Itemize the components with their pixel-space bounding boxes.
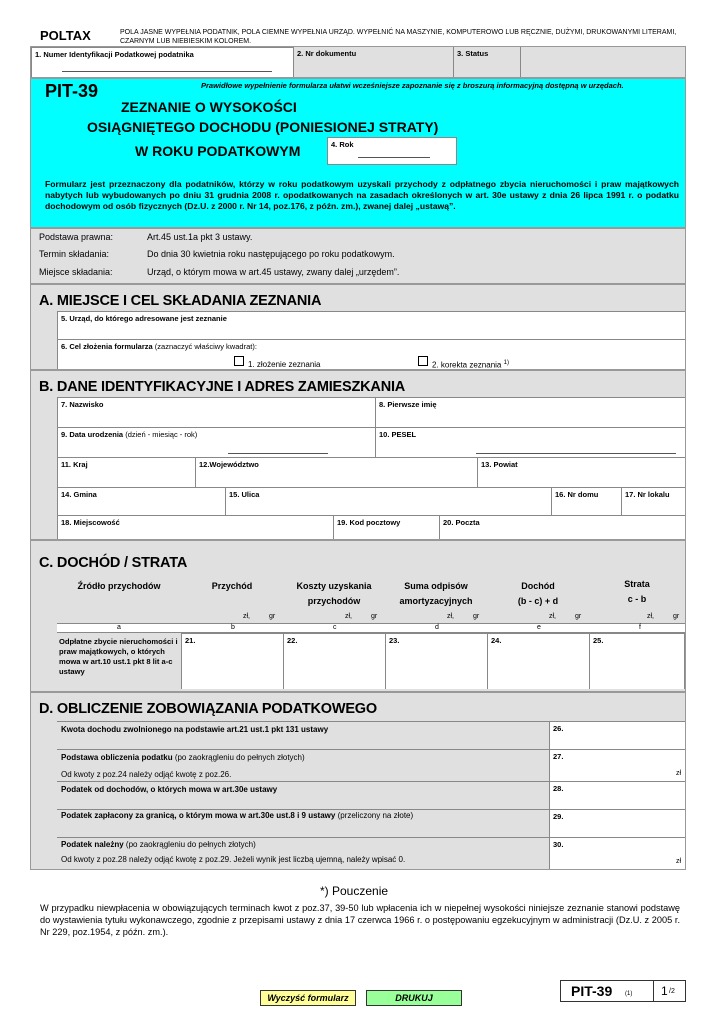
field-27[interactable]: 27. zł <box>549 749 685 781</box>
field-24[interactable]: 24. <box>487 633 589 689</box>
row-30-subtext: Od kwoty z poz.28 należy odjąć kwotę z poz.29. Jeżeli wynik jest liczbą ujemną, należy wpisać 0. <box>61 855 406 864</box>
surname-field[interactable]: 7. Nazwisko <box>57 397 375 427</box>
house-number-field[interactable]: 16. Nr domu <box>551 487 621 515</box>
clear-form-button[interactable]: Wyczyść formularz <box>260 990 356 1006</box>
title-line-2: OSIĄGNIĘTEGO DOCHODU (PONIESIONEJ STRATY) <box>87 119 439 135</box>
place-label: Miejsce składania: <box>39 267 113 277</box>
field-26[interactable]: 26. <box>549 721 685 749</box>
correction-checkbox[interactable] <box>418 356 428 366</box>
status-field: 3. Status <box>453 47 521 77</box>
revenue-zl: zł, <box>243 613 250 620</box>
costs-gr: gr <box>371 613 378 620</box>
year-dashes <box>358 154 430 158</box>
title-panel <box>30 78 686 228</box>
section-a <box>30 284 686 370</box>
loss-gr: gr <box>673 613 680 620</box>
nip-dashes <box>62 68 272 72</box>
field-30[interactable]: 30. zł <box>549 837 685 869</box>
loss-zl: zł, <box>647 613 654 620</box>
row-27-subtext: Od kwoty z poz.24 należy odjąć kwotę z poz.26. <box>61 770 232 779</box>
submission-option-label: 1. złożenie zeznania <box>248 360 321 369</box>
col-depreciation-header-1: Suma odpisów <box>404 581 468 591</box>
depreciation-gr: gr <box>473 613 480 620</box>
doc-number-field: 2. Nr dokumentu <box>293 47 453 77</box>
purpose-field: 6. Cel złożenia formularza (zaznaczyć właściwy kwadrat): 1. złożenie zeznania 2. korekta zeznania $^{1)}$ <box>57 339 685 369</box>
footer-form-code: PIT-39 <box>571 983 613 999</box>
costs-zl: zł, <box>345 613 352 620</box>
county-field[interactable]: 13. Powiat <box>477 457 685 487</box>
income-gr: gr <box>575 613 582 620</box>
footer-page: 1 <box>661 984 668 998</box>
col-loss-header-1: Strata <box>624 579 650 589</box>
title-line-3: W ROKU PODATKOWYM <box>135 143 301 159</box>
post-office-field[interactable]: 20. Poczta <box>439 515 685 539</box>
field-28[interactable]: 28. <box>549 781 685 809</box>
depreciation-zl: zł, <box>447 613 454 620</box>
header-instructions: POLA JASNE WYPEŁNIA PODATNIK, POLA CIEMNE WYPEŁNIA URZĄD. WYPEŁNIĆ NA MASZYNIE, KOMPUTEROWO LUB RĘCZNIE, DUŻYMI, DRUKOWANYMI LITERAMI, CZARNYM LUB NIEBIESKIM KOLOREM. <box>120 29 677 45</box>
income-zl: zł, <box>549 613 556 620</box>
revenue-gr: gr <box>269 613 276 620</box>
section-c <box>30 540 686 692</box>
column-letters-row: a b c d e f <box>57 623 685 633</box>
submission-checkbox[interactable] <box>234 356 244 366</box>
nip-field[interactable]: 1. Numer Identyfikacji Podatkowej podatnika <box>31 47 293 77</box>
pesel-field[interactable]: 10. PESEL <box>375 427 685 457</box>
deadline-value: Do dnia 30 kwietnia roku następującego po roku podatkowym. <box>147 249 395 259</box>
apartment-number-field[interactable]: 17. Nr lokalu <box>621 487 685 515</box>
income-source-label: Odpłatne zbycie nieruchomości i praw majątkowych, o których mowa w art.10 ust.1 pkt 8 lit a-c ustawy <box>59 637 178 676</box>
field-21[interactable]: 21. <box>181 633 283 689</box>
field-29[interactable]: 29. <box>549 809 685 837</box>
field-25[interactable]: 25. <box>589 633 685 689</box>
footer-page-total: /2 <box>669 988 675 995</box>
notice-title: *) Pouczenie <box>320 884 389 898</box>
hint-text: Prawidłowe wypełnienie formularza ułatwi wcześniejsze zapoznanie się z broszurą informacyjną dostępną w urzędach. <box>201 81 624 90</box>
country-field[interactable]: 11. Kraj <box>57 457 195 487</box>
section-c-title: C. DOCHÓD / STRATA <box>39 555 188 571</box>
form-description: Formularz jest przeznaczony dla podatników, którzy w roku podatkowym uzyskali przychody z odpłatnego zbycia nieruchomości i praw majątkowych nabytych lub wybudowanych po dniu 31 grudnia 2008 r. opodatkowanych na zasadach określonych w art. 30e ustawy z dnia 26 lipca 1991 r. o podatku dochodowym od osób fizycznych (Dz.U. z 2000 r. Nr 14, poz.176, z późn. zm.), zwanej dalej „ustawą”. <box>45 179 679 211</box>
field-22[interactable]: 22. <box>283 633 385 689</box>
section-b <box>30 370 686 540</box>
title-line-1: ZEZNANIE O WYSOKOŚCI <box>121 99 297 115</box>
row-26-label: Kwota dochodu zwolnionego na podstawie art.21 ust.1 pkt 131 ustawy <box>61 725 329 734</box>
postal-code-field[interactable]: 19. Kod pocztowy <box>333 515 439 539</box>
row-30-label: Podatek należny (po zaokrągleniu do pełnych złotych) <box>61 840 256 849</box>
col-costs-header-2: przychodów <box>307 596 361 606</box>
place-value: Urząd, o którym mowa w art.45 ustawy, zwany dalej „urzędem”. <box>147 267 400 277</box>
col-income-header-1: Dochód <box>521 581 555 591</box>
deadline-label: Termin składania: <box>39 249 110 259</box>
col-costs-header-1: Koszty uzyskania <box>296 581 372 591</box>
pesel-dashes <box>476 450 676 454</box>
col-depreciation-header-2: amortyzacyjnych <box>399 596 473 606</box>
row-27-label: Podstawa obliczenia podatku (po zaokrągleniu do pełnych złotych) <box>61 753 305 762</box>
birth-date-field[interactable]: 9. Data urodzenia (dzień - miesiąc - rok) <box>57 427 375 457</box>
section-b-title: B. DANE IDENTYFIKACYJNE I ADRES ZAMIESZKANIA <box>39 379 406 395</box>
legal-basis-label: Podstawa prawna: <box>39 232 114 242</box>
section-d-title: D. OBLICZENIE ZOBOWIĄZANIA PODATKOWEGO <box>39 701 377 717</box>
footer-version: (1) <box>625 991 633 997</box>
legal-basis-value: Art.45 ust.1a pkt 3 ustawy. <box>147 232 253 242</box>
notice-text: W przypadku niewpłacenia w obowiązujących terminach kwot z poz.37, 39-50 lub wpłacenia ich w niepełnej wysokości niniejsze zeznanie stanowi podstawę do wystawienia tytułu wykonawczego, zgodnie z przepisami ustawy z dnia 17 czerwca 1966 r. o postępowaniu egzekucyjnym w administracji (Dz.U. z 2005 r. Nr 229, poz.1954, z późn. zm.). <box>40 903 680 937</box>
brand-label: POLTAX <box>40 28 91 43</box>
voivodeship-field[interactable]: 12.Województwo <box>195 457 477 487</box>
col-revenue-header: Przychód <box>211 581 253 591</box>
col-source-header: Źródło przychodów <box>77 581 161 591</box>
row-28-label: Podatek od dochodów, o których mowa w art.30e ustawy <box>61 785 278 794</box>
section-d <box>30 692 686 870</box>
city-field[interactable]: 18. Miejscowość <box>57 515 333 539</box>
tax-office-field[interactable]: 5. Urząd, do którego adresowane jest zeznanie <box>57 311 685 339</box>
footer-form-box <box>560 980 686 1002</box>
street-field[interactable]: 15. Ulica <box>225 487 551 515</box>
col-income-header-2: (b - c) + d <box>517 596 559 606</box>
first-name-field[interactable]: 8. Pierwsze imię <box>375 397 685 427</box>
print-button[interactable]: DRUKUJ <box>366 990 462 1006</box>
year-field[interactable]: 4. Rok <box>327 137 457 165</box>
section-a-title: A. MIEJSCE I CEL SKŁADANIA ZEZNANIA <box>39 293 322 309</box>
form-code: PIT-39 <box>45 81 99 101</box>
correction-option-label: 2. korekta zeznania $^{1)}$ <box>432 360 509 370</box>
col-loss-header-2: c - b <box>627 594 647 604</box>
commune-field[interactable]: 14. Gmina <box>57 487 225 515</box>
header-box <box>30 46 686 78</box>
row-29-label: Podatek zapłacony za granicą, o którym mowa w art.30e ust.8 i 9 ustawy (przeliczony na złote) <box>61 811 414 820</box>
field-23[interactable]: 23. <box>385 633 487 689</box>
birth-date-dashes <box>228 450 328 454</box>
legal-basis-panel <box>30 228 686 284</box>
